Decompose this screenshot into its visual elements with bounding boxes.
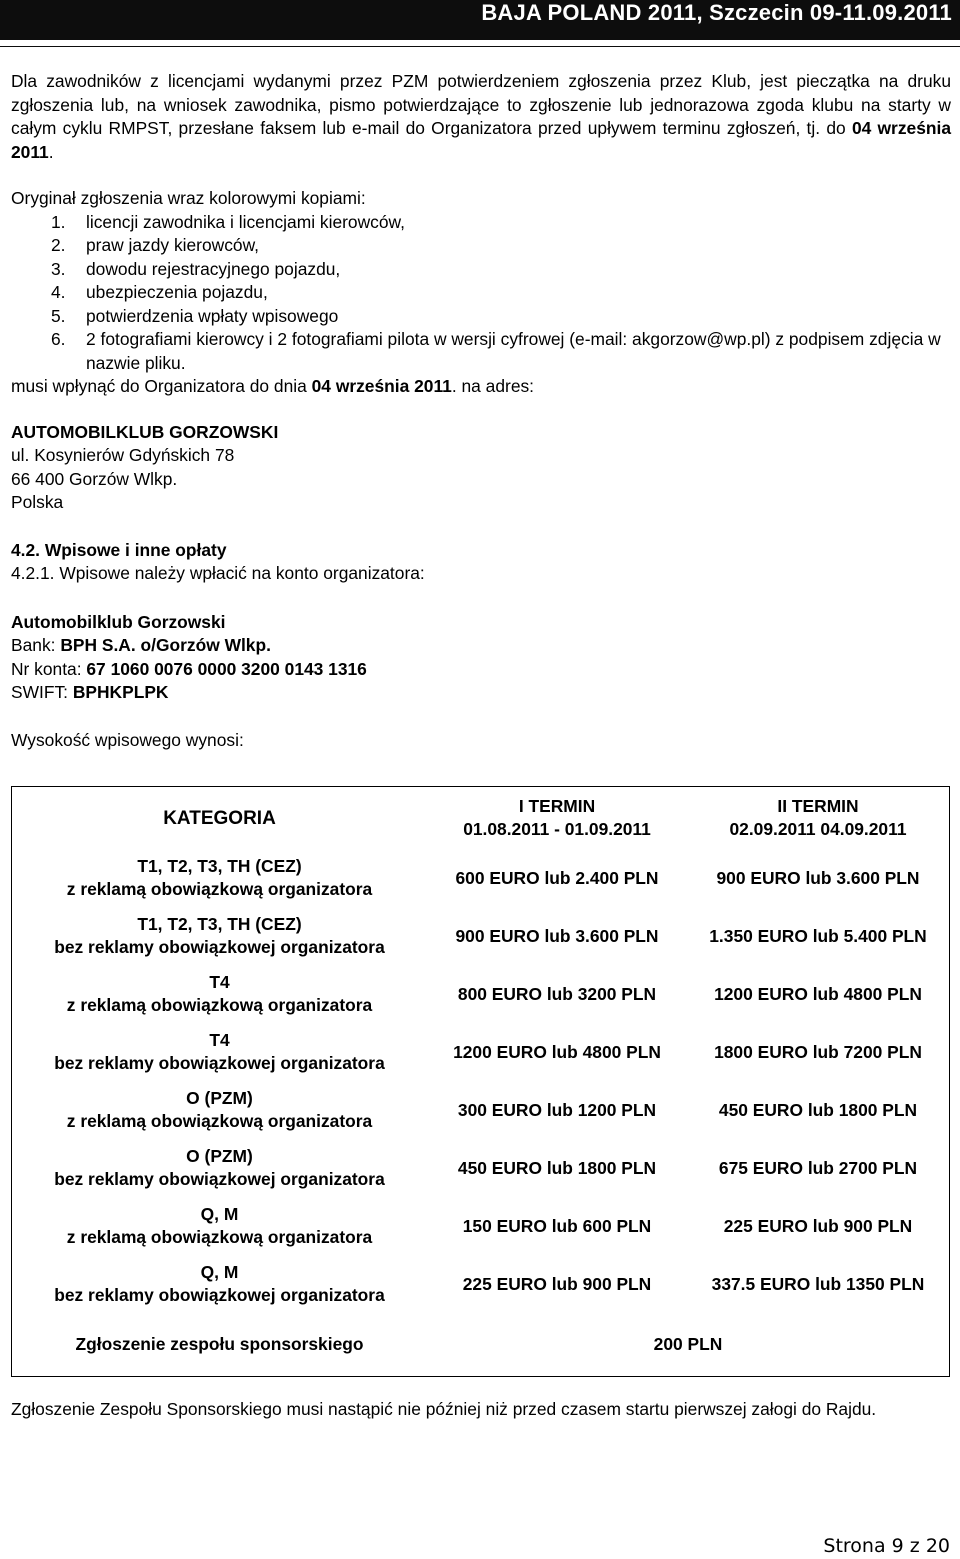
bank-club: Automobilklub Gorzowski [11, 611, 226, 632]
list-item-number: 5. [51, 305, 66, 326]
term2-fee: 225 EURO lub 900 PLN [723, 1215, 913, 1236]
table-row [12, 1023, 950, 1081]
term2-fee: 900 EURO lub 3.600 PLN [716, 867, 920, 888]
term2-fee: 1.350 EURO lub 5.400 PLN [709, 925, 927, 946]
sponsor-label: Zgłoszenie zespołu sponsorskiego [75, 1334, 364, 1354]
page-content [11, 70, 951, 752]
list-item [11, 281, 951, 305]
address-name: AUTOMOBILKLUB GORZOWSKI [11, 421, 279, 442]
category-detail: bez reklamy obowiązkowej organizatora [54, 1169, 385, 1189]
deadline-date: 04 września 2011 [311, 376, 452, 396]
address-block [11, 421, 951, 515]
term2-fee: 337.5 EURO lub 1350 PLN [711, 1273, 925, 1294]
list-item-text: licencji zawodnika i licencjami kierowców, [86, 211, 405, 232]
list-item-text: dowodu rejestracyjnego pojazdu, [86, 258, 341, 279]
list-item-text: 2 fotografiami kierowcy i 2 fotografiami pilota w wersji cyfrowej (e-mail: akgorzow@wp.pl) z podpisem zdjęcia w nazwie pliku. [86, 329, 941, 373]
category-name: Q, M [200, 1204, 239, 1224]
account-label: Nr konta: [11, 658, 87, 679]
swift-line [11, 681, 951, 705]
term1-fee: 900 EURO lub 3.600 PLN [455, 925, 659, 946]
category-name: T1, T2, T3, TH (CEZ) [137, 856, 302, 876]
table-row [12, 1197, 950, 1255]
list-item [11, 328, 951, 375]
fee-table [11, 786, 950, 1377]
category-cell [12, 1023, 428, 1081]
bank-block [11, 611, 951, 705]
category-name: T4 [209, 1030, 230, 1050]
list-item-text: potwierdzenia wpłaty wpisowego [86, 305, 339, 326]
page-prefix: Strona [823, 1535, 892, 1557]
page-current: 9 [891, 1535, 904, 1557]
term2-fee: 1800 EURO lub 7200 PLN [714, 1041, 922, 1062]
sponsor-row [12, 1313, 950, 1377]
header-rule [0, 46, 960, 47]
fee-intro: Wysokość wpisowego wynosi: [11, 729, 244, 750]
category-detail: z reklamą obowiązkową organizatora [66, 879, 373, 899]
header-term2-dates: 02.09.2011 04.09.2011 [729, 819, 907, 839]
list-item-number: 6. [51, 329, 66, 349]
table-row [12, 849, 950, 907]
address-city: 66 400 Gorzów Wlkp. [11, 468, 178, 489]
page-total: 20 [925, 1535, 950, 1557]
section-subtitle: 4.2.1. Wpisowe należy wpłacić na konto organizatora: [11, 563, 425, 583]
list-item [11, 258, 951, 282]
bank-label: Bank: [11, 635, 61, 655]
list-item-number: 4. [51, 282, 66, 302]
category-name: T1, T2, T3, TH (CEZ) [137, 914, 302, 934]
footer-note: Zgłoszenie Zespołu Sponsorskiego musi nastąpić nie później niż przed czasem startu pierwszej załogi do Rajdu. [11, 1399, 877, 1419]
category-detail: z reklamą obowiązkową organizatora [66, 1111, 373, 1131]
category-cell [12, 1081, 428, 1139]
header-term1-title: I TERMIN [518, 796, 596, 816]
category-cell [12, 1255, 428, 1313]
term1-fee: 1200 EURO lub 4800 PLN [453, 1041, 661, 1062]
table-row [12, 907, 950, 965]
list-item-text: praw jazdy kierowców, [86, 235, 260, 255]
intro-end: . [48, 141, 54, 162]
category-detail: bez reklamy obowiązkowej organizatora [54, 1053, 385, 1073]
list-item-number: 1. [51, 211, 66, 232]
page-number [823, 1535, 950, 1557]
address-country: Polska [11, 492, 64, 512]
list-item [11, 211, 951, 235]
list-item [11, 234, 951, 258]
intro-text: Dla zawodników z licencjami wydanymi przez PZM potwierdzeniem zgłoszenia przez Klub, jest pieczątka na druku zgłoszenia lub, na wniosek zawodnika, pismo potwierdzające to zgłoszenie lub jednorazowa zgoda klubu na starty w całym cyklu RMPST, przesłane faksem lub e-mail do Organizatora przed upływem terminu zgłoszeń, tj. do [11, 71, 951, 138]
sponsor-fee: 200 PLN [653, 1334, 723, 1354]
category-cell [12, 907, 428, 965]
bank-line [11, 634, 951, 658]
address-street: ul. Kosynierów Gdyńskich 78 [11, 445, 235, 465]
category-cell [12, 1197, 428, 1255]
swift-label: SWIFT: [11, 682, 73, 702]
list-item-number: 2. [51, 235, 66, 255]
header-category-label: KATEGORIA [163, 807, 276, 829]
term2-fee: 675 EURO lub 2700 PLN [718, 1157, 918, 1178]
table-row [12, 1081, 950, 1139]
header-term1-dates: 01.08.2011 - 01.09.2011 [463, 819, 651, 839]
category-name: O (PZM) [186, 1146, 253, 1166]
category-cell [12, 1139, 428, 1197]
term1-fee: 450 EURO lub 1800 PLN [457, 1157, 657, 1178]
header-term1 [427, 787, 687, 850]
deadline-line [11, 375, 951, 399]
term1-fee: 300 EURO lub 1200 PLN [457, 1099, 657, 1120]
intro-paragraph [11, 70, 951, 164]
category-detail: bez reklamy obowiązkowej organizatora [54, 1285, 385, 1305]
page-separator: z [903, 1535, 926, 1557]
swift-value: BPHKPLPK [72, 682, 169, 702]
category-cell [12, 849, 428, 907]
section-title: 4.2. Wpisowe i inne opłaty [11, 539, 227, 560]
category-name: O (PZM) [186, 1088, 253, 1108]
table-header-row [12, 787, 950, 850]
header-term2 [687, 787, 950, 850]
header-bar [0, 0, 960, 40]
term2-fee: 450 EURO lub 1800 PLN [718, 1099, 918, 1120]
term1-fee: 600 EURO lub 2.400 PLN [455, 867, 659, 888]
category-name: T4 [209, 972, 230, 992]
copies-list [11, 211, 951, 376]
header-category [12, 787, 428, 850]
table-row [12, 1255, 950, 1313]
table-row [12, 965, 950, 1023]
list-item-text: ubezpieczenia pojazdu, [86, 282, 268, 302]
deadline-prefix: musi wpłynąć do Organizatora do dnia [11, 376, 312, 396]
term1-fee: 800 EURO lub 3200 PLN [457, 983, 657, 1004]
header-title: BAJA POLAND 2011, Szczecin 09-11.09.2011 [481, 0, 952, 25]
category-detail: z reklamą obowiązkową organizatora [66, 995, 373, 1015]
category-detail: z reklamą obowiązkową organizatora [66, 1227, 373, 1247]
copies-intro: Oryginał zgłoszenia wraz kolorowymi kopiami: [11, 188, 366, 208]
category-cell [12, 965, 428, 1023]
category-name: Q, M [200, 1262, 239, 1282]
header-term2-title: II TERMIN [777, 796, 859, 816]
deadline-suffix: . na adres: [451, 376, 535, 396]
term2-fee: 1200 EURO lub 4800 PLN [714, 983, 922, 1004]
list-item-number: 3. [51, 258, 66, 279]
term1-fee: 225 EURO lub 900 PLN [462, 1273, 652, 1294]
account-value: 67 1060 0076 0000 3200 0143 1316 [86, 658, 367, 679]
table-row [12, 1139, 950, 1197]
intro-deadline: 04 września 2011 [11, 118, 951, 162]
category-detail: bez reklamy obowiązkowej organizatora [54, 937, 385, 957]
list-item [11, 305, 951, 329]
account-line [11, 658, 951, 682]
bank-value: BPH S.A. o/Gorzów Wlkp. [60, 635, 271, 655]
term1-fee: 150 EURO lub 600 PLN [462, 1215, 652, 1236]
